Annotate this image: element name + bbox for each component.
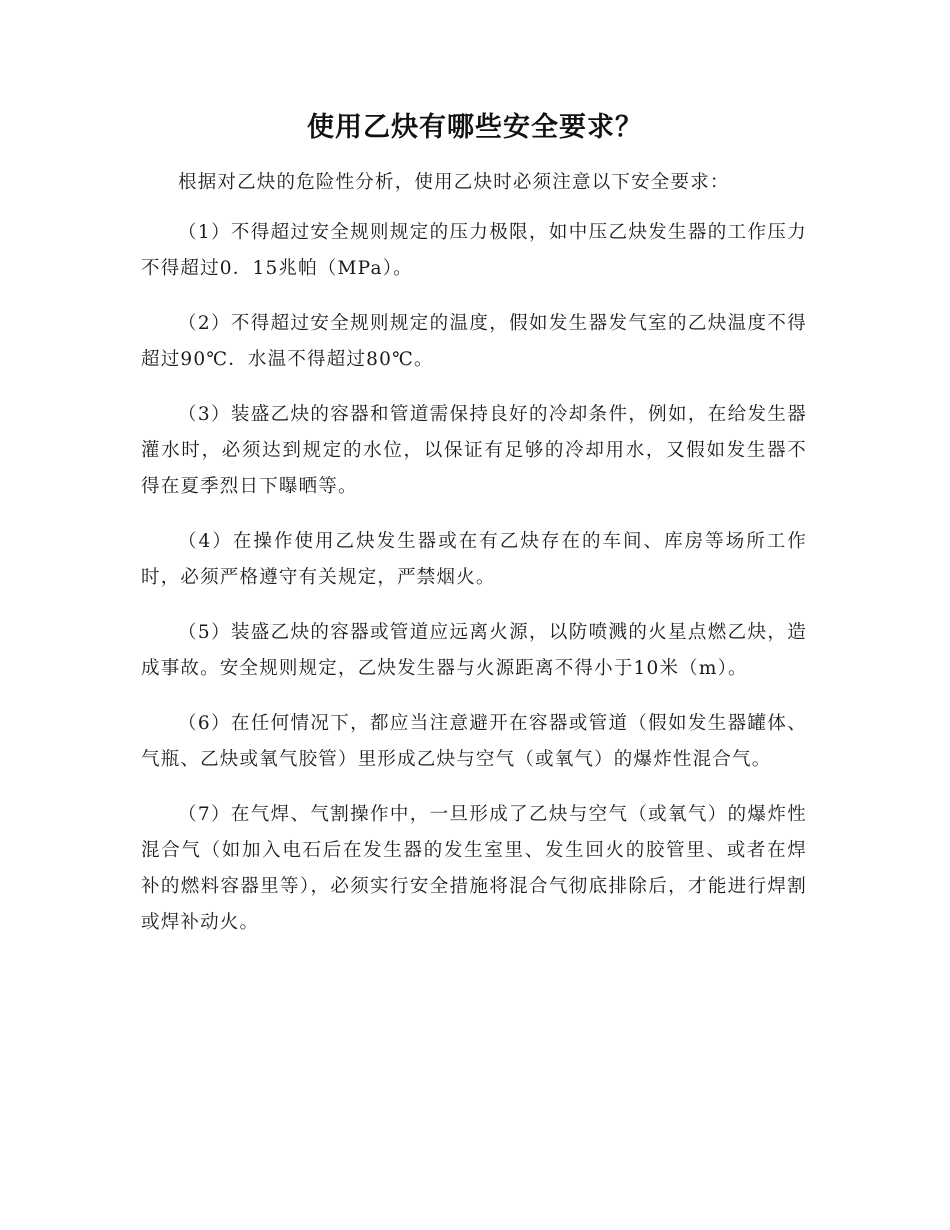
requirement-paragraph-7: （7）在气焊、气割操作中，一旦形成了乙炔与空气（或氧气）的爆炸性混合气（如加入电石后在发生器的发生室里、发生回火的胶管里、或者在焊补的燃料容器里等），必须实行安全措施将混合气彻底排除后，才能进行焊割或焊补动火。 (141, 804, 807, 933)
document-body (141, 165, 807, 960)
document-title: 使用乙炔有哪些安全要求？ (307, 112, 643, 143)
intro-paragraph: 根据对乙炔的危险性分析，使用乙炔时必须注意以下安全要求： (178, 172, 730, 193)
requirement-paragraph-2: （2）不得超过安全规则规定的温度，假如发生器发气室的乙炔温度不得超过90℃．水温不得超过80℃。 (141, 313, 807, 370)
requirement-paragraph-6: （6）在任何情况下，都应当注意避开在容器或管道（假如发生器罐体、气瓶、乙炔或氧气胶管）里形成乙炔与空气（或氧气）的爆炸性混合气。 (141, 713, 807, 770)
requirement-paragraph-3: （3）装盛乙炔的容器和管道需保持良好的冷却条件，例如，在给发生器灌水时，必须达到规定的水位，以保证有足够的冷却用水，又假如发生器不得在夏季烈日下曝晒等。 (141, 404, 807, 497)
requirement-paragraph-1: （1）不得超过安全规则规定的压力极限，如中压乙炔发生器的工作压力不得超过0．15兆帕（MPa）。 (141, 222, 807, 279)
requirement-paragraph-4: （4）在操作使用乙炔发生器或在有乙炔存在的车间、库房等场所工作时，必须严格遵守有关规定，严禁烟火。 (141, 531, 807, 588)
requirement-paragraph-5: （5）装盛乙炔的容器或管道应远离火源，以防喷溅的火星点燃乙炔，造成事故。安全规则规定，乙炔发生器与火源距离不得小于10米（m）。 (141, 622, 807, 679)
